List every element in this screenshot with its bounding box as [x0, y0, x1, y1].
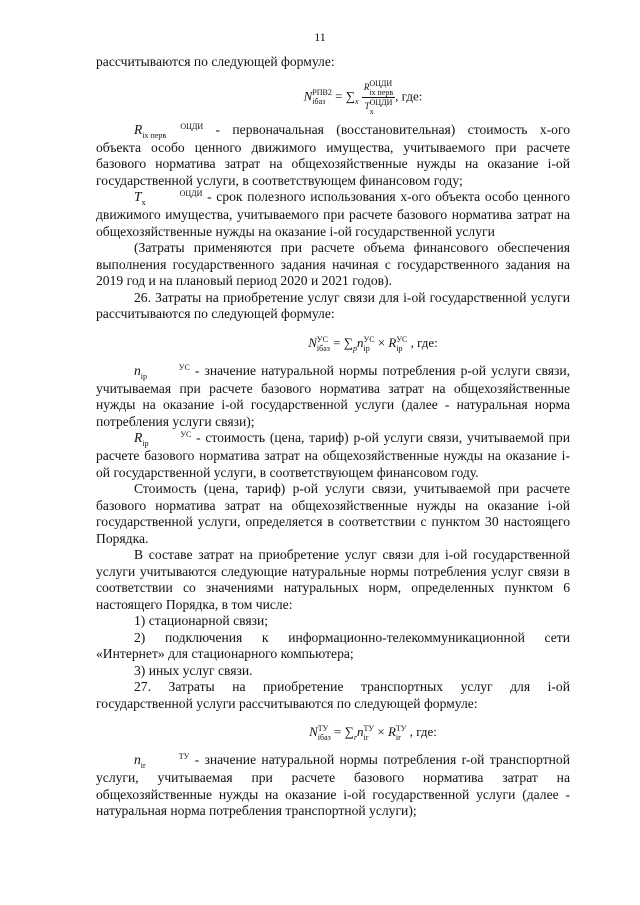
r-sub: ip — [396, 343, 403, 353]
formula-sub: iбаз — [312, 97, 326, 106]
formula-n: n — [357, 334, 364, 350]
fraction-numerator — [362, 79, 395, 98]
def-sup: ОЦДИ — [180, 121, 204, 131]
num-symbol: R — [363, 81, 370, 92]
formula-tail: , где: — [406, 724, 437, 739]
def-sup: ОЦДИ — [179, 189, 203, 198]
n-sub: ip — [363, 343, 370, 353]
den-sub: x — [369, 106, 374, 116]
formula-times: × — [374, 724, 388, 739]
def-sub: ip — [142, 439, 149, 448]
num-sub: ix перв — [369, 87, 394, 97]
den-sup: ОЦДИ — [369, 97, 393, 107]
r-sup: УС — [396, 334, 408, 344]
paragraph-26: 26. Затраты на приобретение услуг связи для i-ой государственной услуги рассчитываются по следующей формуле: — [96, 289, 570, 321]
list-item: 3) иных услуг связи. — [134, 662, 253, 678]
r-sup: ТУ — [395, 724, 407, 734]
def-text: - значение натуральной нормы потребления r-ой транспортной услуги, учитываемая при расчете базового норматива затрат на общехозяйственные нужды на оказание i-ой государственной услуги (далее - натуральная норма потребления транспортной услуги); — [96, 752, 570, 818]
paragraph-cost: Стоимость (цена, тариф) p-ой услуги связи, учитываемой при расчете базового норматива затрат на общехозяйственные нужды на оказание i-ой государственной услуги, определяется в соответствии с пунктом 30 настоящего Порядка. — [96, 481, 570, 546]
def-text: - стоимость (цена, тариф) p-ой услуги связи, учитываемой при расчете базового норматива затрат на общехозяйственные нужды на оказание i-ой государственной услуги, в соответствующем финансовом году. — [96, 430, 570, 480]
formula-sup: УС — [316, 334, 328, 344]
list-item: 1) стационарной связи; — [134, 613, 269, 628]
n-sup: ТУ — [363, 724, 375, 734]
def-symbol: n — [134, 362, 141, 378]
definition-r-ocdi — [96, 122, 570, 190]
def-sub: x — [141, 198, 146, 207]
def-text: - значение натуральной нормы потребления p-ой услуги связи, учитываемая при расчете базового норматива затрат на общехозяйственные нужды на оказание i-ой государственной услуги (далее - натуральная норма потребления услуги связи); — [96, 362, 570, 429]
def-text: - первоначальная (восстановительная) стоимость x-ого объекта особо ценного движимого имущества, учитываемого при расчете базового норматива затрат на общехозяйственные нужды на оказание i-ой государственной услуги, в соответствующем финансовом году; — [96, 121, 570, 188]
note-paragraph: (Затраты применяются при расчете объема финансового обеспечения выполнения государственного задания начиная с государственного задания на 2019 год и на плановый период 2020 и 2021 годов). — [96, 240, 570, 288]
intro-line: рассчитываются по следующей формуле: — [96, 54, 335, 69]
formula-sum-index: x — [355, 96, 359, 106]
def-symbol: n — [134, 752, 141, 768]
page-number: 11 — [314, 30, 326, 44]
formula-tu — [176, 721, 570, 743]
document-body — [96, 54, 570, 820]
definition-t-ocdi — [96, 189, 570, 240]
n-sub: ir — [363, 733, 369, 743]
formula-sub: iбаз — [317, 733, 331, 743]
formula-indices — [312, 88, 332, 106]
def-sub: ix перв — [142, 130, 167, 140]
formula-sum-index: r — [353, 733, 358, 742]
definition-n-us — [96, 363, 570, 431]
n-sup: УС — [363, 334, 375, 344]
def-sup: УС — [180, 430, 192, 439]
formula-symbol: N — [309, 724, 318, 739]
def-sup: ТУ — [178, 752, 190, 761]
formula-sub: iбаз — [316, 343, 330, 353]
formula-r: R — [388, 334, 397, 350]
formula-sum-sign: = ∑ — [330, 724, 354, 739]
formula-sup: РПВ2 — [312, 88, 332, 97]
fraction-denominator — [363, 98, 395, 116]
formula-sum-sign: = ∑ — [331, 87, 355, 103]
formula-sum-index: p — [353, 343, 358, 353]
formula-fraction — [362, 79, 395, 116]
def-sub: ir — [140, 761, 146, 770]
r-sub: ir — [395, 733, 401, 743]
formula-symbol: N — [308, 334, 317, 350]
formula-n: n — [357, 724, 364, 739]
formula-us — [176, 332, 570, 354]
def-text: - срок полезного использования x-ого объекта особо ценного движимого имущества, учитываемого при расчете базового норматива затрат на общехозяйственные нужды на оказание i-ой государственной услуги — [96, 189, 570, 239]
formula-sup: ТУ — [317, 724, 329, 734]
formula-r: R — [387, 724, 396, 739]
formula-times: × — [374, 334, 389, 350]
def-symbol: T — [134, 189, 142, 205]
paragraph-norms: В составе затрат на приобретение услуг связи для i-ой государственной услуги учитываются следующие натуральные нормы потребления услуг связи в соответствии со значениями натуральных норм, определенных пунктом 6 настоящего Порядка, в том числе: — [96, 547, 570, 612]
formula-rpv2 — [156, 79, 570, 116]
definition-n-tu — [96, 752, 570, 820]
paragraph-27: 27. Затраты на приобретение транспортных услуг для i-ой государственной услуги рассчитываются по следующей формуле: — [96, 679, 570, 711]
den-symbol: T — [364, 100, 370, 111]
num-sup: ОЦДИ — [369, 78, 393, 88]
formula-sum-sign: = ∑ — [329, 334, 354, 350]
formula-tail: , где: — [407, 334, 438, 350]
formula-symbol: N — [303, 87, 313, 103]
def-sub: ip — [140, 371, 148, 381]
def-symbol: R — [134, 430, 143, 446]
list-item: 2) подключения к информационно-телекоммуникационной сети «Интернет» для стационарного компьютера; — [96, 629, 570, 661]
formula-tail: , где: — [395, 87, 423, 103]
def-symbol: R — [134, 121, 143, 137]
def-sup: УС — [178, 362, 190, 372]
definition-r-us — [96, 430, 570, 481]
